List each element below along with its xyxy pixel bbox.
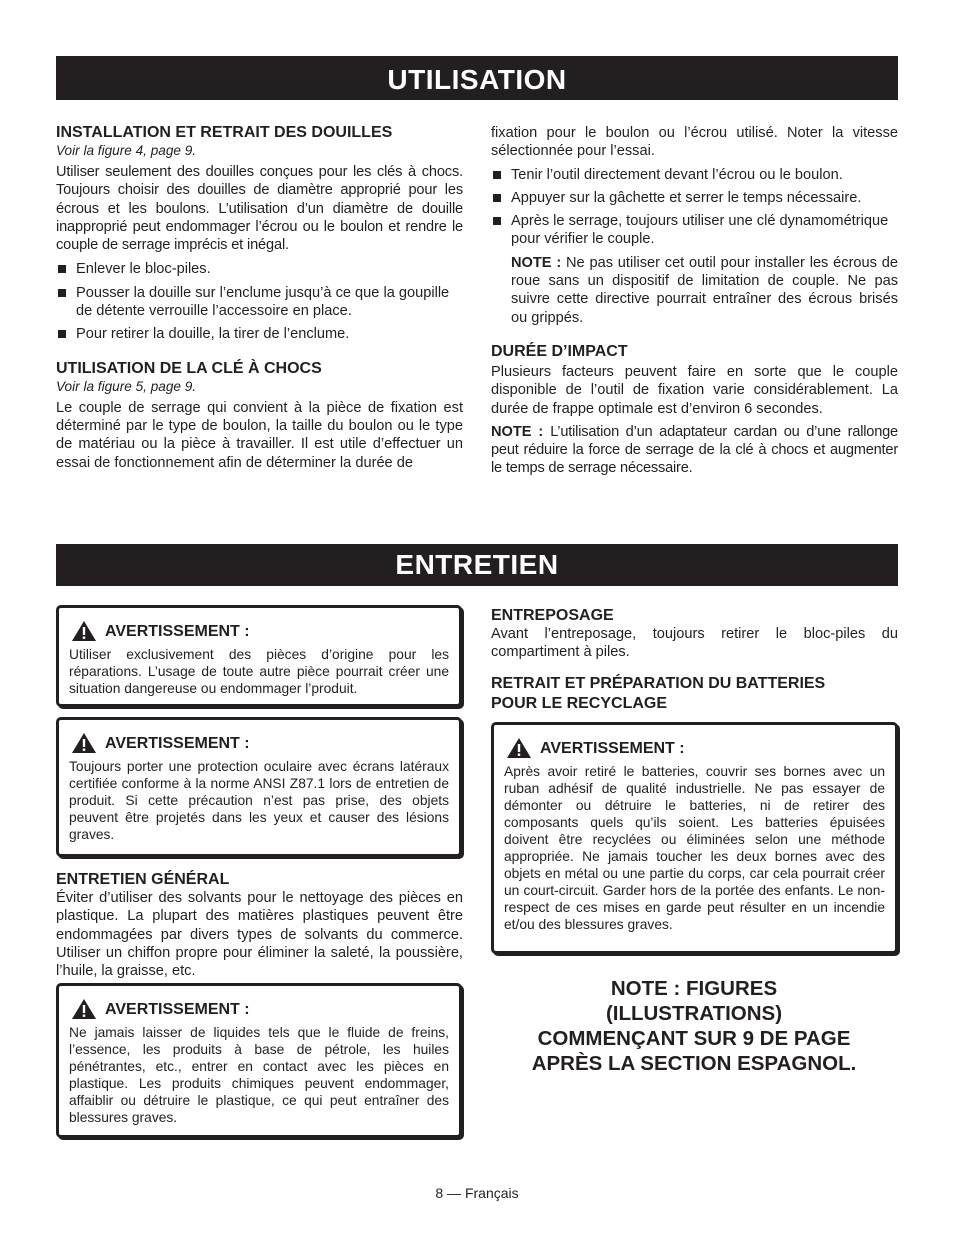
list-item: Tenir l’outil directement devant l’écrou ou le boulon.: [491, 166, 898, 184]
page-footer: 8 — Français: [435, 1185, 519, 1201]
impact-note: [491, 423, 898, 478]
cle-body: Le couple de serrage qui convient à la pièce de fixation est déterminé par le type de boulon, la taille du boulon ou le type de matériau ou la pièce à travailler. Il est utile d’effectuer un essai de fonctionnement afin de déterminer la durée de: [56, 399, 463, 471]
warning-triangle-icon: [71, 732, 97, 754]
warning-title: [71, 620, 449, 642]
warning-box-liquids: [56, 983, 462, 1138]
entretien-general-section: [56, 871, 463, 980]
note-text: L’utilisation d’un adaptateur cardan ou d’une rallonge peut réduire la force de serrage de la clé à chocs et augmenter le temps de serrage nécessaire.: [491, 423, 898, 477]
note-label: NOTE :: [511, 254, 562, 271]
retrait-heading-line: POUR LE RECYCLAGE: [491, 694, 668, 712]
douilles-bullets: [56, 260, 463, 343]
douilles-ref: Voir la figure 4, page 9.: [56, 143, 197, 158]
cle-note: [511, 254, 898, 327]
general-heading: ENTRETIEN GÉNÉRAL: [56, 871, 230, 888]
warning-title-text: AVERTISSEMENT :: [105, 622, 250, 640]
general-body: Éviter d’utiliser des solvants pour le nettoyage des pièces en plastique. La plupart des matières plastiques peuvent être endommagées par divers types de solvants du commerce. Utiliser un chiffon propre pour éliminer la saleté, la poussière, l’huile, la graisse, etc.: [56, 890, 463, 980]
warning-triangle-icon: [71, 998, 97, 1020]
cle-ref: Voir la figure 5, page 9.: [56, 378, 197, 394]
cle-heading: UTILISATION DE LA CLÉ À CHOCS: [56, 359, 322, 377]
warning-title: [506, 737, 885, 759]
entreposage-heading: ENTREPOSAGE: [491, 607, 614, 624]
warning-body: Utiliser exclusivement des pièces d’origine pour les réparations. L’usage de toute autre pièce pourrait créer une situation dangereuse ou endommager l’produit.: [69, 647, 449, 696]
utilisation-banner: UTILISATION: [56, 56, 898, 100]
warning-triangle-icon: [506, 737, 532, 759]
impact-heading: DURÉE D’IMPACT: [491, 342, 628, 360]
retrait-heading: [491, 674, 898, 714]
warning-box-eye-protection: [56, 717, 462, 857]
figures-note-line: COMMENÇANT SUR 9 DE PAGE: [537, 1027, 851, 1050]
entretien-banner: ENTRETIEN: [56, 544, 898, 586]
entreposage-body: Avant l’entreposage, toujours retirer le bloc-piles du compartiment à piles.: [491, 626, 898, 661]
list-item: Appuyer sur la gâchette et serrer le temps nécessaire.: [491, 189, 898, 207]
douilles-heading: INSTALLATION ET RETRAIT DES DOUILLES: [56, 124, 393, 141]
note-text: Ne pas utiliser cet outil pour installer les écrous de roue sans un dispositif de limitation de couple. Ne pas suivre cette directive pourrait entraîner des écrous brisés ou grippés.: [511, 254, 898, 326]
list-item: Après le serrage, toujours utiliser une clé dynamométrique pour vérifier le couple.: [491, 212, 898, 249]
douilles-body: Utiliser seulement des douilles conçues pour les clés à chocs. Toujours choisir des douilles de diamètre approprié pour les écrous et les boulons. L’utilisation d’un diamètre de douille inapproprié peut endommager l’écrou ou le boulon et rendre le couple de serrage imprécis et inégal.: [56, 164, 463, 254]
entretien-right-column: [491, 607, 898, 714]
warning-body: Toujours porter une protection oculaire avec écrans latéraux certifiée conforme à la norme ANSI Z87.1 lors de entretien de produit. Si cette précaution n’est pas prise, des objets peuvent être projetés dans les yeux et causer des lésions graves.: [69, 759, 449, 842]
cle-body-cont: fixation pour le boulon ou l’écrou utilisé. Noter la vitesse sélectionnée pour l’essai.: [491, 125, 898, 160]
figures-note-line: APRÈS LA SECTION ESPAGNOL.: [531, 1052, 857, 1075]
warning-title-text: AVERTISSEMENT :: [105, 734, 250, 752]
figures-note-line: NOTE : FIGURES: [610, 977, 778, 1000]
warning-title: [71, 732, 449, 754]
cle-bullets: [491, 166, 898, 249]
list-item: Enlever le bloc-piles.: [56, 260, 463, 278]
utilisation-right-column: [491, 124, 898, 478]
warning-box-batteries: [491, 722, 898, 954]
impact-body: Plusieurs facteurs peuvent faire en sorte que le couple disponible de l’outil de fixation varie considérablement. La durée de frappe optimale est d’environ 6 secondes.: [491, 363, 898, 417]
warning-box-parts: [56, 605, 462, 707]
figures-note: [490, 976, 898, 1076]
warning-body: Ne jamais laisser de liquides tels que le fluide de freins, l’essence, les produits à base de pétrole, les huiles pénétrantes, etc., entrer en contact avec les pièces en plastique. Les produits chimiques peuvent endommager, affaiblir ou détruire le plastique, ce qui peut entraîner des blessures graves.: [69, 1025, 449, 1125]
retrait-heading-line: RETRAIT ET PRÉPARATION DU BATTERIES: [491, 674, 826, 692]
warning-body: Après avoir retiré le batteries, couvrir ses bornes avec un ruban adhésif de qualité industrielle. Ne pas essayer de démonter ou détruire le batteries, ni de retirer des composants quels qu’ils soient. Les batteries épuisées doivent être recyclées ou éliminées selon une méthode appropriée. Ne jamais toucher les deux bornes avec des objets en métal ou une partie du corps, car cela pourrait créer un court-circuit. Garder hors de la portée des enfants. Le non-respect de ces mises en garde peut résulter en un incendie et/ou des blessures graves.: [504, 764, 885, 932]
warning-title: [71, 998, 449, 1020]
utilisation-left-column: [56, 124, 463, 472]
warning-title-text: AVERTISSEMENT :: [540, 739, 685, 757]
warning-triangle-icon: [71, 620, 97, 642]
figures-note-line: (ILLUSTRATIONS): [605, 1002, 783, 1025]
note-label: NOTE :: [491, 423, 544, 440]
list-item: Pousser la douille sur l’enclume jusqu’à ce que la goupille de détente verrouille l’accessoire en place.: [56, 284, 463, 321]
warning-title-text: AVERTISSEMENT :: [105, 1000, 250, 1018]
list-item: Pour retirer la douille, la tirer de l’enclume.: [56, 325, 463, 343]
